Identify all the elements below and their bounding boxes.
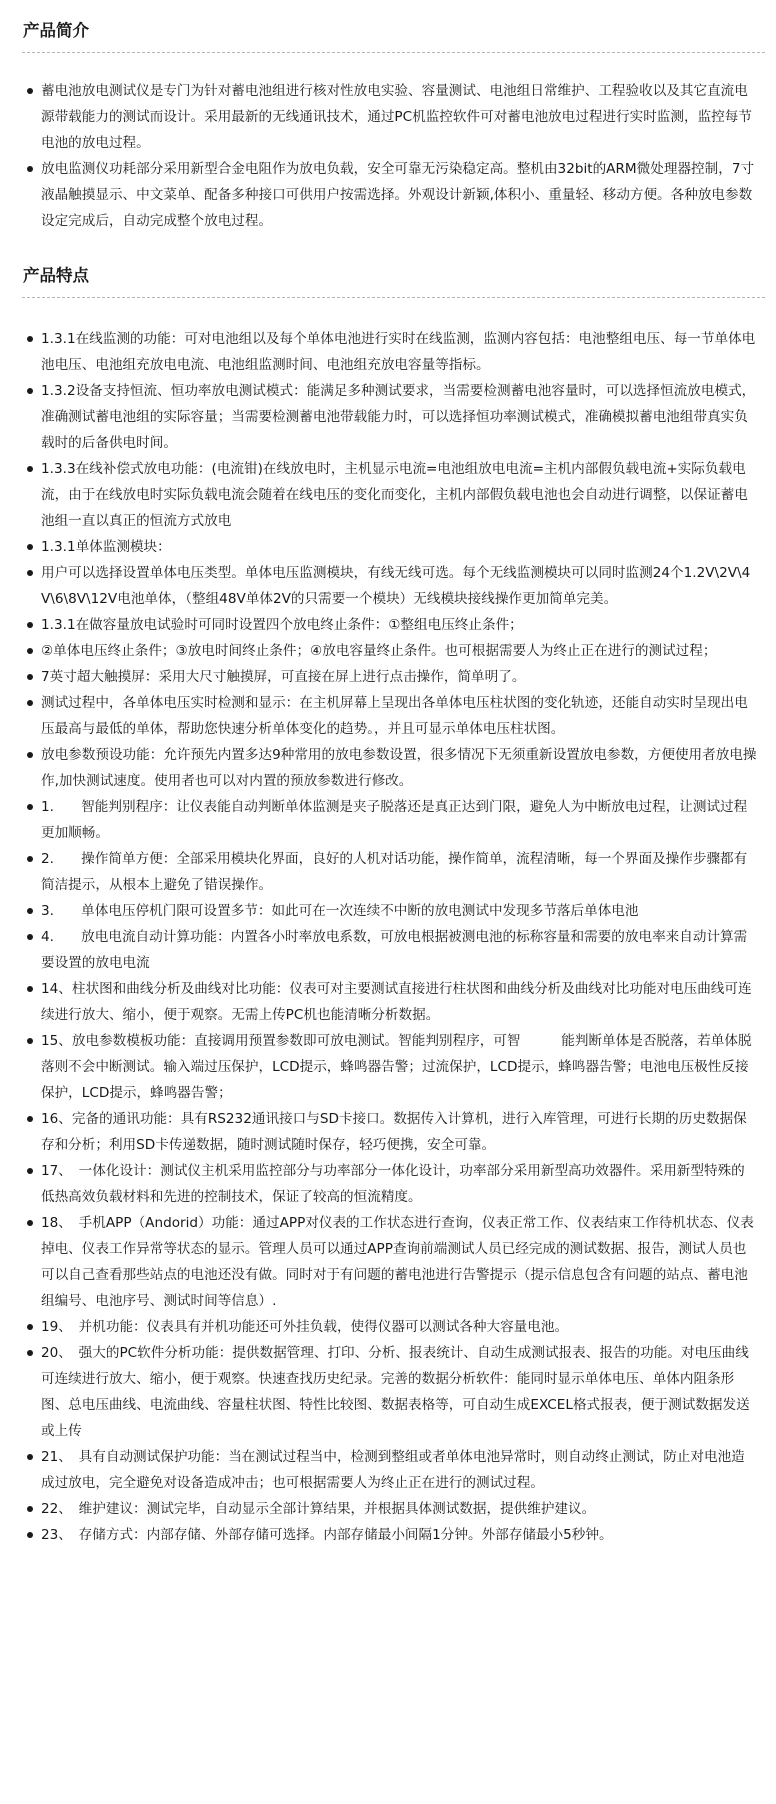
section-title-features: 产品特点 — [23, 266, 89, 285]
list-item: 1.3.1在做容量放电试验时可同时设置四个放电终止条件：①整组电压终止条件； — [0, 612, 776, 638]
list-item: 20、 强大的PC软件分析功能：提供数据管理、打印、分析、报表统计、自动生成测试报表、报告的功能。对电压曲线可连续进行放大、缩小，便于观察。快速查找历史纪录。完善的数据分析软件：能同时显示单体电压、单体内阻条形图、总电压曲线、电流曲线、容量柱状图、特性比较图、数据表格等，可自动生成EXCEL格式报表，便于测试数据发送或上传 — [0, 1340, 776, 1444]
list-item: 2. 操作简单方便：全部采用模块化界面，良好的人机对话功能，操作简单，流程清晰，每一个界面及操作步骤都有简洁提示，从根本上避免了错误操作。 — [0, 846, 776, 898]
list-item: 用户可以选择设置单体电压类型。单体电压监测模块，有线无线可选。每个无线监测模块可以同时监测24个1.2V\2V\4V\6\8V\12V电池单体，（整组48V单体2V的只需要一个模块）无线模块接线操作更加简单完美。 — [0, 560, 776, 612]
list-item: 1.3.1在线监测的功能：可对电池组以及每个单体电池进行实时在线监测，监测内容包括：电池整组电压、每一节单体电池电压、电池组充放电电流、电池组监测时间、电池组充放电容量等指标。 — [0, 326, 776, 378]
list-item: 放电参数预设功能：允许预先内置多达9种常用的放电参数设置，很多情况下无须重新设置放电参数，方便使用者放电操作,加快测试速度。使用者也可以对内置的预放参数进行修改。 — [0, 742, 776, 794]
list-item: 1. 智能判别程序：让仪表能自动判断单体监测是夹子脱落还是真正达到门限，避免人为中断放电过程，让测试过程更加顺畅。 — [0, 794, 776, 846]
list-item: 1.3.1单体监测模块： — [0, 534, 776, 560]
list-item: 4. 放电电流自动计算功能：内置各小时率放电系数，可放电根据被测电池的标称容量和需要的放电率来自动计算需要设置的放电电流 — [0, 924, 776, 976]
list-item: 1.3.3在线补偿式放电功能：(电流钳)在线放电时，主机显示电流=电池组放电电流=主机内部假负载电流+实际负载电流，由于在线放电时实际负载电流会随着在线电压的变化而变化，主机内部假负载电池也会自动进行调整，以保证蓄电池组一直以真正的恒流方式放电 — [0, 456, 776, 534]
list-item: 18、 手机APP（Andorid）功能：通过APP对仪表的工作状态进行查询，仪表正常工作、仪表结束工作待机状态、仪表掉电、仪表工作异常等状态的显示。管理人员可以通过APP查询前端测试人员已经完成的测试数据、报告，测试人员也可以自己查看那些站点的电池还没有做。同时对于有问题的蓄电池进行告警提示（提示信息包含有问题的站点、蓄电池组编号、电池序号、测试时间等信息）. — [0, 1210, 776, 1314]
list-item: 23、 存储方式：内部存储、外部存储可选择。内部存储最小间隔1分钟。外部存储最小5秒钟。 — [0, 1522, 776, 1548]
section-divider — [22, 52, 765, 53]
features-list — [0, 326, 776, 1548]
list-item: 19、 并机功能：仪表具有并机功能还可外挂负载，使得仪器可以测试各种大容量电池。 — [0, 1314, 776, 1340]
list-item: 蓄电池放电测试仪是专门为针对蓄电池组进行核对性放电实验、容量测试、电池组日常维护、工程验收以及其它直流电源带载能力的测试而设计。采用最新的无线通讯技术，通过PC机监控软件可对蓄电池放电过程进行实时监测，监控每节电池的放电过程。 — [0, 78, 776, 156]
list-item: 测试过程中，各单体电压实时检测和显示：在主机屏幕上呈现出各单体电压柱状图的变化轨迹，还能自动实时呈现出电压最高与最低的单体，帮助您快速分析单体变化的趋势。，并且可显示单体电压柱状图。 — [0, 690, 776, 742]
section-title-intro: 产品简介 — [23, 21, 89, 40]
list-item: 22、 维护建议：测试完毕，自动显示全部计算结果，并根据具体测试数据，提供维护建议。 — [0, 1496, 776, 1522]
list-item: 17、 一体化设计：测试仪主机采用监控部分与功率部分一体化设计，功率部分采用新型高功效器件。采用新型特殊的低热高效负载材料和先进的控制技术，保证了较高的恒流精度。 — [0, 1158, 776, 1210]
list-item: 1.3.2设备支持恒流、恒功率放电测试模式：能满足多种测试要求，当需要检测蓄电池容量时，可以选择恒流放电模式，准确测试蓄电池组的实际容量；当需要检测蓄电池带载能力时，可以选择恒功率测试模式，准确模拟蓄电池组带真实负载时的后备供电时间。 — [0, 378, 776, 456]
list-item: ②单体电压终止条件；③放电时间终止条件；④放电容量终止条件。也可根据需要人为终止正在进行的测试过程； — [0, 638, 776, 664]
list-item: 21、 具有自动测试保护功能：当在测试过程当中，检测到整组或者单体电池异常时，则自动终止测试，防止对电池造成过放电，完全避免对设备造成冲击；也可根据需要人为终止正在进行的测试过程。 — [0, 1444, 776, 1496]
list-item: 放电监测仪功耗部分采用新型合金电阻作为放电负载，安全可靠无污染稳定高。整机由32bit的ARM微处理器控制，7寸液晶触摸显示、中文菜单、配备多种接口可供用户按需选择。外观设计新颖,体积小、重量轻、移动方便。各种放电参数设定完成后，自动完成整个放电过程。 — [0, 156, 776, 234]
list-item: 3. 单体电压停机门限可设置多节：如此可在一次连续不中断的放电测试中发现多节落后单体电池 — [0, 898, 776, 924]
list-item: 16、完备的通讯功能：具有RS232通讯接口与SD卡接口。数据传入计算机，进行入库管理，可进行长期的历史数据保存和分析；利用SD卡传递数据，随时测试随时保存，轻巧便携，安全可靠。 — [0, 1106, 776, 1158]
list-item: 14、柱状图和曲线分析及曲线对比功能：仪表可对主要测试直接进行柱状图和曲线分析及曲线对比功能对电压曲线可连续进行放大、缩小，便于观察。无需上传PC机也能清晰分析数据。 — [0, 976, 776, 1028]
intro-list — [0, 78, 776, 234]
section-divider — [22, 297, 765, 298]
list-item: 7英寸超大触摸屏：采用大尺寸触摸屏，可直接在屏上进行点击操作，简单明了。 — [0, 664, 776, 690]
list-item: 15、放电参数模板功能：直接调用预置参数即可放电测试。智能判别程序，可智 能判断单体是否脱落，若单体脱落则不会中断测试。输入端过压保护，LCD提示，蜂鸣器告警；过流保护，LCD提示，蜂鸣器告警；电池电压极性反接保护，LCD提示，蜂鸣器告警； — [0, 1028, 776, 1106]
